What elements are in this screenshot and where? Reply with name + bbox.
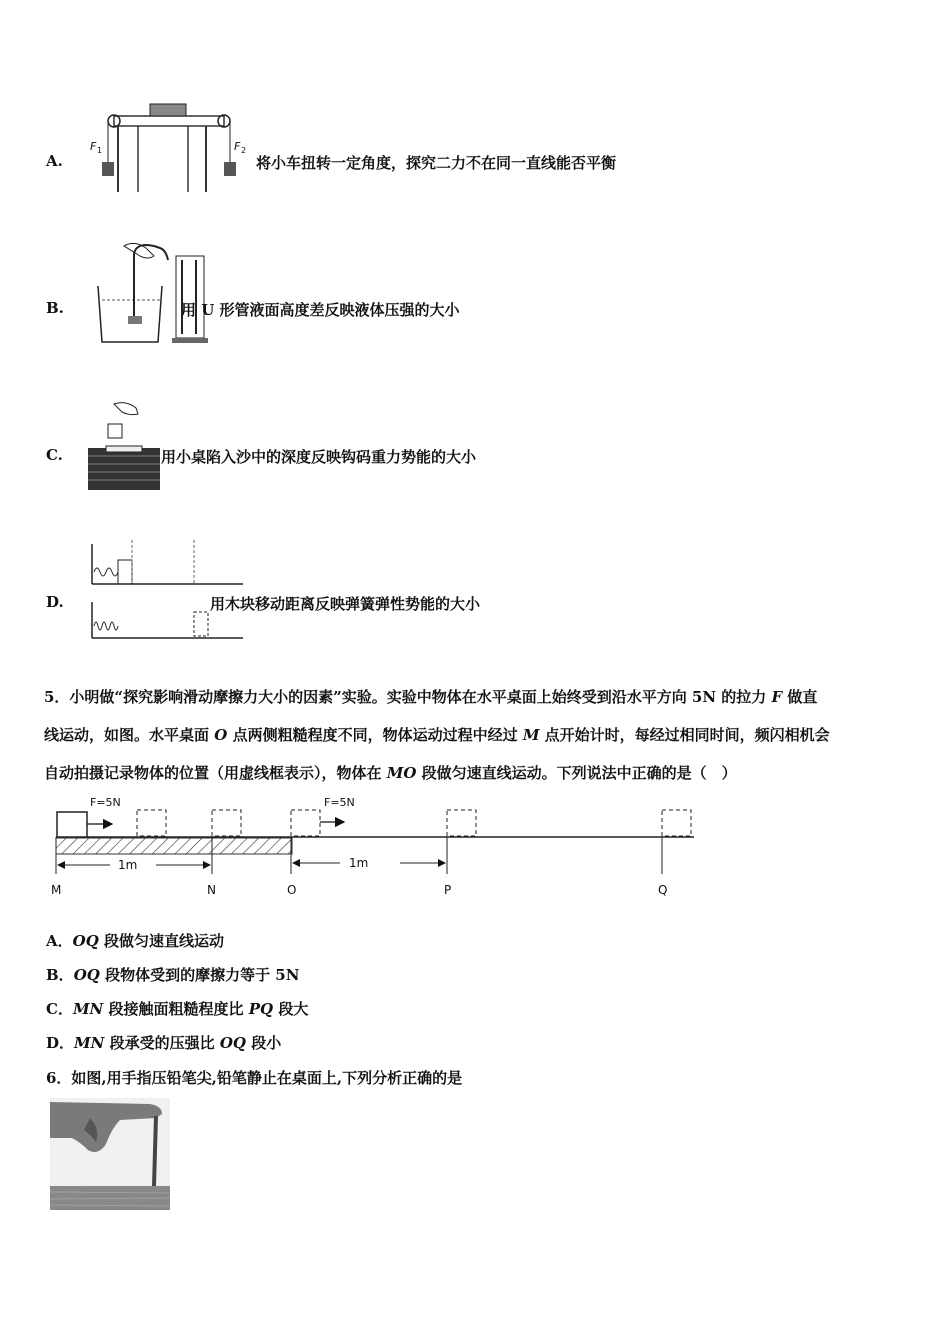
point-n: N bbox=[207, 883, 216, 897]
point-q: Q bbox=[658, 883, 668, 897]
force-label-2: F=5N bbox=[324, 796, 355, 809]
cart bbox=[150, 104, 186, 116]
q5-option-d: D．MN 段承受的压强比 OQ 段小 bbox=[46, 1034, 282, 1052]
small-table bbox=[106, 446, 142, 452]
option-a-letter: A. bbox=[46, 152, 63, 170]
weight-left bbox=[102, 162, 114, 176]
option-b-letter: B. bbox=[46, 299, 64, 317]
force-f2-label: F bbox=[234, 140, 241, 153]
option-c bbox=[44, 400, 844, 495]
q5-line-3: 自动拍摄记录物体的位置（用虚线框表示），物体在 MO 段做匀速直线运动。下列说法中正确的是（ ） bbox=[44, 764, 737, 782]
option-d-figure bbox=[88, 532, 248, 642]
option-c-text: 用小桌陷入沙中的深度反映钩码重力势能的大小 bbox=[161, 448, 477, 466]
q5-figure bbox=[44, 792, 714, 902]
sand-box bbox=[88, 448, 160, 490]
rough-region bbox=[56, 838, 292, 854]
point-m: M bbox=[51, 883, 62, 897]
spring-1 bbox=[94, 568, 118, 576]
hook-weight bbox=[108, 424, 122, 438]
force-label-1: F=5N bbox=[90, 796, 121, 809]
q5-line-2: 线运动，如图。水平桌面 O 点两侧粗糙程度不同，物体运动过程中经过 M 点开始计时，每经过相同时间，频闪相机会 bbox=[44, 726, 830, 744]
probe bbox=[128, 316, 142, 324]
force-f2-sub: 2 bbox=[241, 146, 247, 155]
pencil bbox=[154, 1116, 156, 1186]
option-c-figure bbox=[86, 400, 166, 495]
option-b-text: 用 U 形管液面高度差反映液体压强的大小 bbox=[181, 301, 460, 319]
option-b-figure bbox=[94, 238, 224, 348]
option-d bbox=[44, 532, 844, 642]
q6-text: 6．如图,用手指压铅笔尖,铅笔静止在桌面上,下列分析正确的是 bbox=[46, 1069, 463, 1087]
q5-line-1: 5．小明做“探究影响滑动摩擦力大小的因素”实验。实验中物体在水平桌面上始终受到沿水平方向 5N 的拉力 F 做直 bbox=[44, 688, 818, 706]
beaker bbox=[98, 286, 162, 342]
option-a-figure bbox=[88, 100, 248, 195]
block-1 bbox=[118, 560, 132, 584]
option-a-text: 将小车扭转一定角度，探究二力不在同一直线能否平衡 bbox=[256, 154, 617, 172]
point-p: P bbox=[444, 883, 452, 897]
point-o: O bbox=[287, 883, 297, 897]
q5-option-c: C．MN 段接触面粗糙程度比 PQ 段大 bbox=[46, 1000, 309, 1018]
u-tube-stand bbox=[176, 256, 204, 338]
block-2 bbox=[194, 612, 208, 636]
frame-3 bbox=[291, 810, 320, 836]
dist-label-2: 1m bbox=[349, 856, 369, 870]
option-d-text: 用木块移动距离反映弹簧弹性势能的大小 bbox=[210, 595, 481, 613]
option-d-letter: D. bbox=[46, 593, 64, 611]
force-f1-sub: 1 bbox=[97, 146, 103, 155]
frame-4 bbox=[447, 810, 476, 836]
spring-2 bbox=[94, 622, 118, 630]
q5-option-b: B．OQ 段物体受到的摩擦力等于 5N bbox=[46, 966, 300, 984]
option-b bbox=[44, 238, 844, 348]
option-c-letter: C. bbox=[46, 446, 63, 464]
u-base bbox=[172, 338, 208, 343]
frame-5 bbox=[662, 810, 691, 836]
option-a bbox=[44, 100, 844, 200]
q5-option-a: A．OQ 段做匀速直线运动 bbox=[46, 932, 225, 950]
weight-right bbox=[224, 162, 236, 176]
q6-photo bbox=[50, 1098, 170, 1210]
hand bbox=[114, 403, 138, 415]
block-start bbox=[57, 812, 87, 837]
question-5 bbox=[44, 678, 914, 792]
track-rail bbox=[114, 116, 224, 126]
dist-label-1: 1m bbox=[118, 858, 138, 872]
frame-1 bbox=[137, 810, 166, 836]
force-f1-label: F bbox=[90, 140, 97, 153]
frame-2 bbox=[212, 810, 241, 836]
